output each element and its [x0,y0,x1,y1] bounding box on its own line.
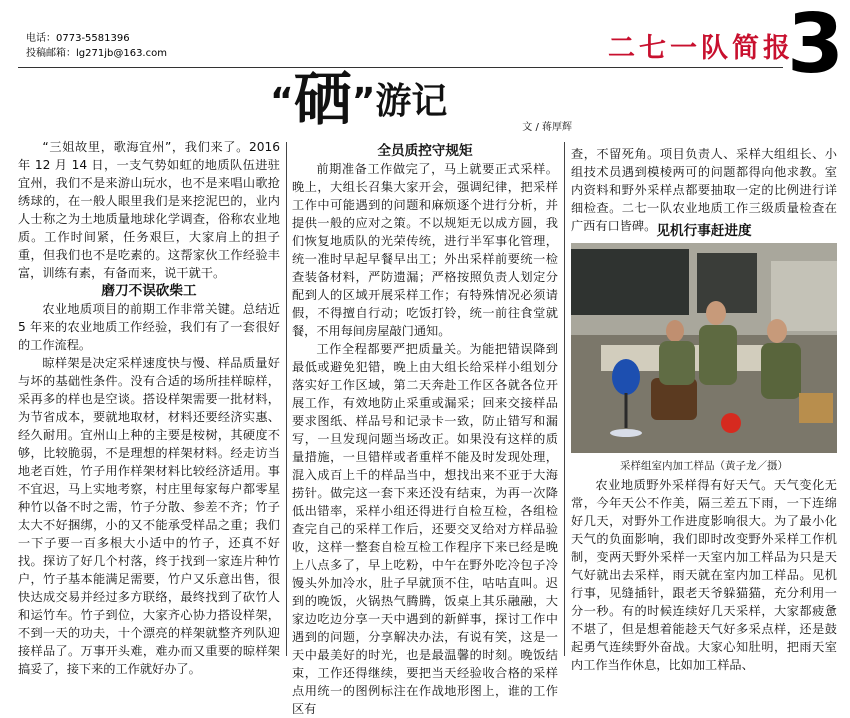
photo-illustration [571,243,837,453]
contact-phone: 电话：0773-5581396 [26,33,130,44]
paragraph: 农业地质野外采样得有好天气。天气变化无常，今年天公不作美，隔三差五下雨，一下连绵好几天，对野外工作进度影响很大。为了最小化天气的负面影响，我们即时改变野外采样工作机制，变两天野外采样一天室内加工样品为只是天气好就出去采样，雨天就在室内加工样品。见机行事，见缝插针，跟老天爷躲猫猫，充分利用一分一秒。有的时候连续好几天采样，大家都疲惫不堪了，但是想着能趁天气好多采点样，还是鼓起勇气连续野外奋战。大家心知肚明，把雨天室内工作当作休息，比如加工样品、 [571,478,837,672]
article-column-3-heading [571,222,837,240]
paragraph: 查，不留死角。项目负责人、采样大组组长、小组技术员遇到模棱两可的问题都得向他求教。室内资料和野外采样点都要抽取一定的比例进行详细检查。二七一队农业地质工作三级质量检查在广西有口皆碑。 [571,147,837,233]
paragraph: “三姐故里，歌海宜州”，我们来了。2016 年 12 月 14 日，一支气势如虹的地质队伍进驻宜州，我们不是来游山玩水，也不是来唱山歌抢绣球的，在一般人眼里我们是来挖泥巴的，业内人士称之为土地质量地球化学调查，俗称农业地质。工作时间紧，任务艰巨，大家肩上的担子重，但我们也不是吃素的。这帮家伙工作经验丰富，训练有素，有备而来，说干就干。 [18,140,280,280]
title-rest: 游记 [375,81,448,122]
article-column-2 [292,142,558,716]
contact-email: 投稿邮箱：lg271jb@163.com [26,48,167,59]
header-divider [18,67,783,68]
article-column-1 [18,138,280,676]
column-divider [286,142,287,656]
section-heading: 磨刀不误砍柴工 [101,283,197,299]
paragraph: 前期准备工作做完了，马上就要正式采样。晚上，大组长召集大家开会，强调纪律，把采样工作中可能遇到的问题和麻烦逐个进行分析，并提供一般的应对之策。不以规矩无以成方圆，我们恢复地质队的光荣传统，进行半军事化管理，统一准时早起早餐早出工；外出采样前要统一检查装备材料，严防遗漏；严格按照负责人划定分配到人的区域开展采样工作；有特殊情况必须请假，不得擅自行动；吃饭打铃，统一前往食堂就餐，不用每间房屋敲门通知。 [292,162,558,338]
article-column-3-bottom [571,476,837,672]
paragraph: 农业地质项目的前期工作非常关键。总结近 5 年来的农业地质工作经验，我们有了一套很好的工作流程。 [18,302,280,352]
paragraph: 工作全程都要严把质量关。为能把错误降到最低或避免犯错，晚上由大组长给采样小组划分落实好工作区域，第二天奔赴工作区各就各位开展工作，有效地防止采重或漏采；回来交接样品要求图纸、样品号和记录卡一致，防止错写和漏写，一旦发现问题当场改正。如果没有这样的质量措施，一旦错样或者重样不能及时发现处理，混入成百上千的样品当中，想找出来不亚于大海捞针。做完这一套下来还没有结束，为再一次降低出错率，采样小组还得进行自检互检，各组检查完自己的采样工作后，还要交叉给对方样品验收，这样一整套自检互检工作程序下来已经是晚上八点多了，早上吃粉，中午在野外吃冷包子冷馒头外加冷水，肚子早就顶不住，咕咕直叫。迟到的晚饭，火锅热气腾腾，饭桌上其乐融融，大家边吃边分享一天中遇到的新鲜事，探讨工作中遇到的问题，分享解决办法，有说有笑，这是一天中最美好的时光，也是最温馨的时刻。晚饭结束，工作还得继续，要把当天经验收合格的采样点用统一的图例标注在作战地形图上，谁的工作区有 [292,342,558,716]
column-divider [564,142,565,656]
paragraph: 晾样架是决定采样速度快与慢、样品质量好与坏的基础性条件。没有合适的场所挂样晾样，采再多的样也是空谈。搭设样架需要一批材料，为节省成本，要就地取材，材料还要经济实惠、经久耐用。宜州山上种的主要是桉树，其硬度不够，比较脆弱，不是理想的样架材料。经走访当地老百姓，竹子用作样架材料比较经济适用。事不宜迟，马上实地考察，村庄里每家每户都零星种竹以备不时之需，竹子分散、参差不齐；竹子太大不好捆绑，小的又不能承受样品之重；我们一下子要一百多根大小适中的竹子，还真不好找。探访了好几个村落，终于找到一家连片种竹户，竹子基本能满足需要，竹户又乐意出售，很快达成交易并经过多方联络，最终找到了砍竹人和运竹车。竹子到位，大家齐心协力搭设样架，不到一天的功夫，十个漂亮的样架就整齐列队迎接样品了。万事开头难，难办而又重要的晾样架搞妥了，接下来的工作就好办了。 [18,356,280,676]
title-quote-close: ” [351,81,376,122]
article-title [270,65,448,133]
photo-caption: 采样组室内加工样品（黄子龙／摄） [620,460,788,472]
section-heading: 全员质控守规矩 [377,143,473,159]
section-heading: 见机行事赶进度 [656,223,752,239]
title-quote-open: “ [270,81,294,122]
title-selenium-char: 硒 [293,65,352,133]
article-author: 文 / 蒋厚辉 [522,122,572,133]
issue-number: 3 [786,0,844,92]
masthead-title: 二七一队简报 [608,33,794,64]
photo-sample-processing [571,243,837,453]
